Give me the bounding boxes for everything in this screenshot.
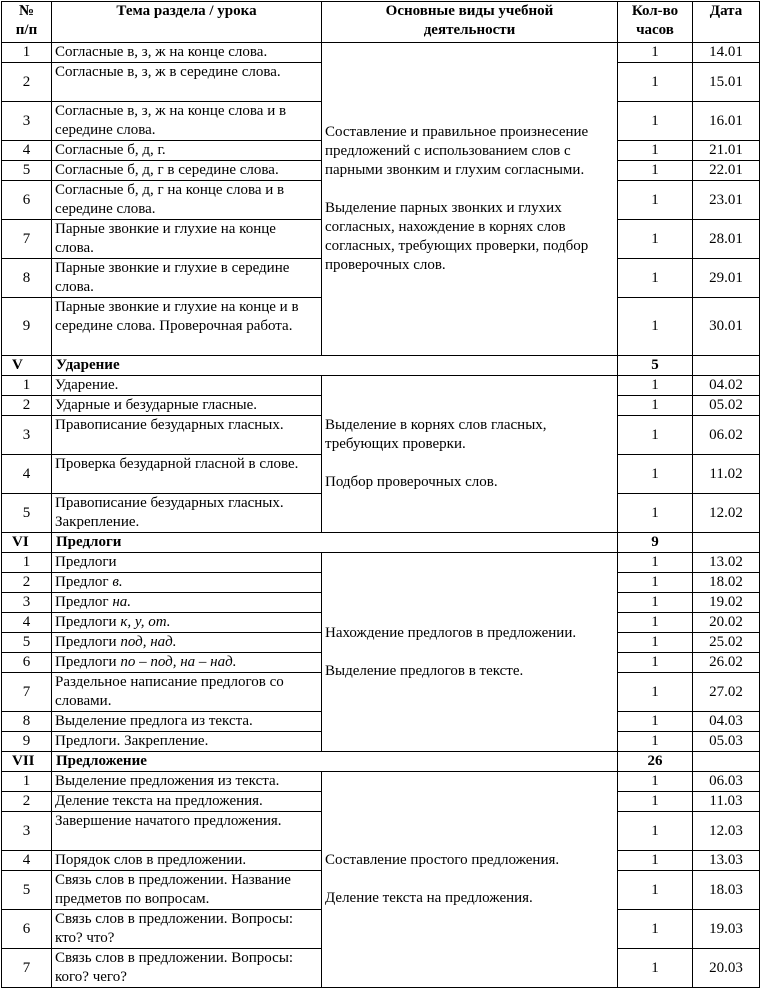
- row-date: 15.01: [693, 63, 760, 102]
- row-date: 23.01: [693, 181, 760, 220]
- row-number: 3: [2, 593, 52, 613]
- row-hours: 1: [618, 161, 693, 181]
- row-number: 4: [2, 613, 52, 633]
- section-title: Предлоги: [52, 533, 618, 553]
- row-date: 13.02: [693, 553, 760, 573]
- row-date: 28.01: [693, 220, 760, 259]
- row-date: 04.02: [693, 376, 760, 396]
- activity-text: Выделение парных звонких и глухих согласных, нахождение в корнях слов согласных, требующих проверки, подбор проверочных слов.: [325, 200, 589, 273]
- row-hours: 1: [618, 102, 693, 141]
- row-hours: 1: [618, 43, 693, 63]
- row-date: 11.03: [693, 792, 760, 812]
- header-activities: Основные виды учебной деятельности: [322, 2, 618, 43]
- row-hours: 1: [618, 772, 693, 792]
- row-date: 26.02: [693, 653, 760, 673]
- header-topic: Тема раздела / урока: [52, 2, 322, 43]
- row-number: 3: [2, 102, 52, 141]
- row-hours: 1: [618, 613, 693, 633]
- section-date: [693, 752, 760, 772]
- row-topic: Согласные в, з, ж на конце слова и в середине слова.: [52, 102, 322, 141]
- row-topic: Связь слов в предложении. Вопросы: кто? что?: [52, 910, 322, 949]
- row-topic: Правописание безударных гласных. Закрепление.: [52, 494, 322, 533]
- row-topic: Деление текста на предложения.: [52, 792, 322, 812]
- row-hours: 1: [618, 573, 693, 593]
- row-topic: Проверка безударной гласной в слове.: [52, 455, 322, 494]
- row-topic: Согласные в, з, ж на конце слова.: [52, 43, 322, 63]
- row-topic: Предлоги: [52, 553, 322, 573]
- row-hours: 1: [618, 653, 693, 673]
- row-topic: Ударные и безударные гласные.: [52, 396, 322, 416]
- row-date: 25.02: [693, 633, 760, 653]
- row-hours: 1: [618, 416, 693, 455]
- row-number: 1: [2, 553, 52, 573]
- row-hours: 1: [618, 220, 693, 259]
- row-topic: Предлоги под, над.: [52, 633, 322, 653]
- row-number: 3: [2, 416, 52, 455]
- activities-cell: [322, 43, 618, 356]
- row-topic: Выделение предлога из текста.: [52, 712, 322, 732]
- preposition-example: по – под, на – над.: [120, 654, 237, 670]
- row-hours: 1: [618, 593, 693, 613]
- row-number: 6: [2, 910, 52, 949]
- activity-text: Подбор проверочных слов.: [325, 474, 498, 490]
- row-hours: 1: [618, 732, 693, 752]
- row-topic: Правописание безударных гласных.: [52, 416, 322, 455]
- preposition-example: под, над.: [120, 634, 177, 650]
- row-hours: 1: [618, 910, 693, 949]
- activities-cell: [322, 553, 618, 752]
- row-hours: 1: [618, 396, 693, 416]
- row-number: 6: [2, 181, 52, 220]
- activity-text: Деление текста на предложения.: [325, 890, 533, 906]
- row-topic: Парные звонкие и глухие в середине слова.: [52, 259, 322, 298]
- activity-text: Выделение предлогов в тексте.: [325, 662, 524, 679]
- row-topic: Предлоги. Закрепление.: [52, 732, 322, 752]
- row-topic: Парные звонкие и глухие на конце и в середине слова. Проверочная работа.: [52, 298, 322, 356]
- row-hours: 1: [618, 455, 693, 494]
- row-topic: Выделение предложения из текста.: [52, 772, 322, 792]
- section-number: VII: [2, 752, 52, 772]
- row-topic: Связь слов в предложении. Вопросы: кого? чего?: [52, 949, 322, 988]
- section-date: [693, 356, 760, 376]
- row-date: 20.02: [693, 613, 760, 633]
- section-hours: 26: [618, 752, 693, 772]
- row-date: 16.01: [693, 102, 760, 141]
- row-number: 5: [2, 494, 52, 533]
- row-number: 1: [2, 772, 52, 792]
- header-date: Дата: [693, 2, 760, 43]
- row-date: 21.01: [693, 141, 760, 161]
- row-date: 05.03: [693, 732, 760, 752]
- row-number: 6: [2, 653, 52, 673]
- row-date: 22.01: [693, 161, 760, 181]
- section-hours: 5: [618, 356, 693, 376]
- row-topic: Ударение.: [52, 376, 322, 396]
- activities-cell: [322, 376, 618, 533]
- row-number: 2: [2, 792, 52, 812]
- row-topic: Согласные б, д, г на конце слова и в середине слова.: [52, 181, 322, 220]
- row-number: 8: [2, 712, 52, 732]
- row-date: 18.03: [693, 871, 760, 910]
- row-number: 7: [2, 673, 52, 712]
- row-hours: 1: [618, 673, 693, 712]
- row-hours: 1: [618, 494, 693, 533]
- row-date: 19.02: [693, 593, 760, 613]
- row-topic: Предлоги к, у, от.: [52, 613, 322, 633]
- row-number: 2: [2, 396, 52, 416]
- header-row: [2, 2, 760, 43]
- row-topic: Завершение начатого предложения.: [52, 812, 322, 851]
- row-hours: 1: [618, 141, 693, 161]
- row-date: 04.03: [693, 712, 760, 732]
- row-topic: Согласные в, з, ж в середине слова.: [52, 63, 322, 102]
- table-row: [2, 43, 760, 63]
- row-number: 8: [2, 259, 52, 298]
- row-date: 18.02: [693, 573, 760, 593]
- activities-cell: [322, 772, 618, 988]
- preposition-example: в.: [112, 574, 123, 590]
- header-hours: Кол-во часов: [618, 2, 693, 43]
- row-date: 14.01: [693, 43, 760, 63]
- row-number: 7: [2, 220, 52, 259]
- row-number: 5: [2, 871, 52, 910]
- activity-text: Составление и правильное произнесение предложений с использованием слов с парными звонким и глухим согласными.: [325, 124, 589, 178]
- table-row: [2, 553, 760, 573]
- row-number: 2: [2, 63, 52, 102]
- row-topic: Парные звонкие и глухие на конце слова.: [52, 220, 322, 259]
- row-date: 12.03: [693, 812, 760, 851]
- row-date: 05.02: [693, 396, 760, 416]
- section-title: Предложение: [52, 752, 618, 772]
- row-number: 3: [2, 812, 52, 851]
- row-date: 19.03: [693, 910, 760, 949]
- row-number: 1: [2, 376, 52, 396]
- row-topic: Предлоги по – под, на – над.: [52, 653, 322, 673]
- row-topic: Согласные б, д, г в середине слова.: [52, 161, 322, 181]
- row-number: 9: [2, 298, 52, 356]
- row-hours: 1: [618, 871, 693, 910]
- table-row: [2, 772, 760, 792]
- row-hours: 1: [618, 181, 693, 220]
- row-topic: Предлог в.: [52, 573, 322, 593]
- row-date: 12.02: [693, 494, 760, 533]
- row-hours: 1: [618, 633, 693, 653]
- row-date: 20.03: [693, 949, 760, 988]
- activity-text: Нахождение предлогов в предложении.: [325, 624, 577, 641]
- preposition-example: к, у, от.: [120, 614, 171, 630]
- row-hours: 1: [618, 812, 693, 851]
- lesson-plan-table: [1, 1, 760, 988]
- row-number: 4: [2, 851, 52, 871]
- row-number: 5: [2, 633, 52, 653]
- row-date: 06.02: [693, 416, 760, 455]
- section-row: [2, 356, 760, 376]
- row-date: 30.01: [693, 298, 760, 356]
- row-date: 27.02: [693, 673, 760, 712]
- table-row: [2, 376, 760, 396]
- row-number: 1: [2, 43, 52, 63]
- activity-text: Выделение в корнях слов гласных, требующих проверки.: [325, 417, 547, 452]
- row-topic: Согласные б, д, г.: [52, 141, 322, 161]
- row-hours: 1: [618, 259, 693, 298]
- section-number: V: [2, 356, 52, 376]
- row-date: 06.03: [693, 772, 760, 792]
- row-number: 2: [2, 573, 52, 593]
- row-hours: 1: [618, 298, 693, 356]
- row-hours: 1: [618, 376, 693, 396]
- row-topic: Предлог на.: [52, 593, 322, 613]
- section-hours: 9: [618, 533, 693, 553]
- row-topic: Связь слов в предложении. Название предметов по вопросам.: [52, 871, 322, 910]
- row-date: 11.02: [693, 455, 760, 494]
- activity-text: Составление простого предложения.: [325, 852, 560, 868]
- section-title: Ударение: [52, 356, 618, 376]
- row-hours: 1: [618, 63, 693, 102]
- row-number: 9: [2, 732, 52, 752]
- section-date: [693, 533, 760, 553]
- row-hours: 1: [618, 553, 693, 573]
- section-row: [2, 752, 760, 772]
- header-num: № п/п: [2, 2, 52, 43]
- row-number: 5: [2, 161, 52, 181]
- section-row: [2, 533, 760, 553]
- row-date: 29.01: [693, 259, 760, 298]
- row-date: 13.03: [693, 851, 760, 871]
- row-hours: 1: [618, 792, 693, 812]
- row-topic: Порядок слов в предложении.: [52, 851, 322, 871]
- row-number: 4: [2, 141, 52, 161]
- preposition-example: на.: [112, 594, 132, 610]
- row-hours: 1: [618, 712, 693, 732]
- row-topic: Раздельное написание предлогов со словами.: [52, 673, 322, 712]
- row-hours: 1: [618, 949, 693, 988]
- row-hours: 1: [618, 851, 693, 871]
- row-number: 7: [2, 949, 52, 988]
- row-number: 4: [2, 455, 52, 494]
- section-number: VI: [2, 533, 52, 553]
